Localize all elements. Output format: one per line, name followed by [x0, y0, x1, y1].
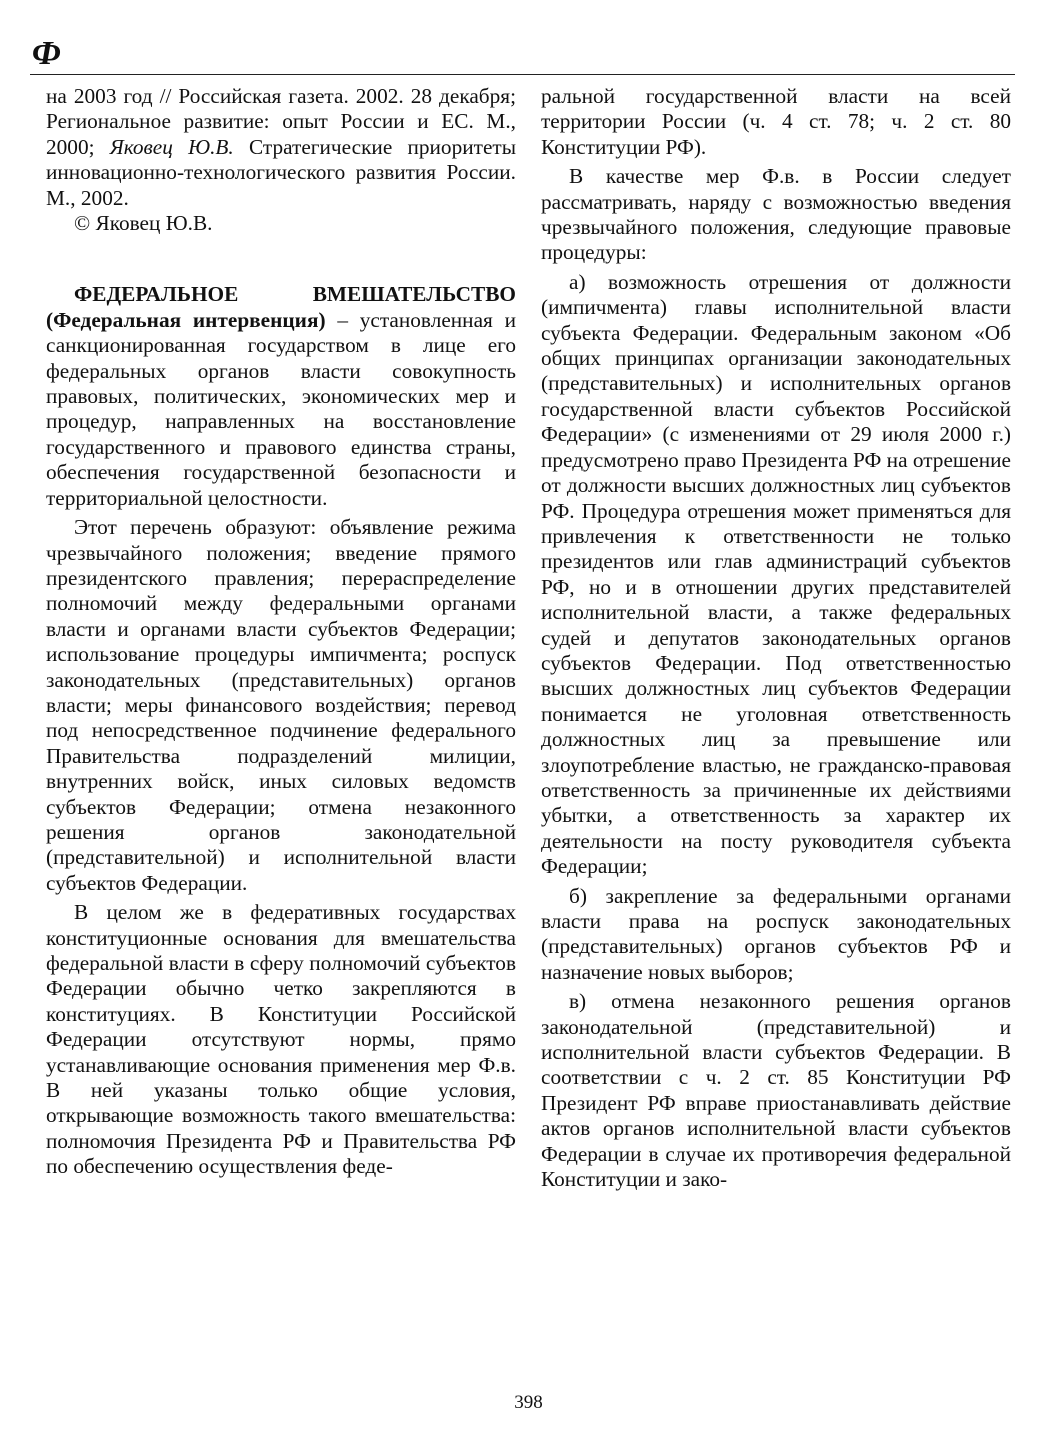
entry-paragraph: [46, 282, 516, 511]
right-paragraph-3: а) возможность отрешения от должности (импичмента) главы исполнительной власти субъекта Федерации. Федеральным законом «Об общих принципах организации законодательных (представительных) и исполнительных органов государственной власти субъектов Российской Федерации» (с изменениями от 29 июля 2000 г.) предусмотрено право Президента РФ на отрешение от должности высших должностных лиц субъектов РФ. Процедура отрешения может применяться для привлечения к ответственности не только президентов или глав администраций субъектов РФ, но и в отношении других представителей исполнительной власти, а также федеральных судей и депутатов законодательных органов субъектов Федерации. Под ответственностью высших должностных лиц субъектов Федерации понимается не уголовная ответственность должностных лиц за превышение или злоупотребление властью, не гражданско-правовая ответственность за причиненные их действиями убытки, а ответственность за характер их деятельности на посту руководителя субъекта Федерации;: [541, 269, 1011, 879]
page-number: 398: [514, 1392, 543, 1413]
body-paragraph-2: Этот перечень образуют: объявление режима чрезвычайного положения; введение прямого президентского правления; перераспределение полномочий между федеральными органами власти и органами власти субъектов Федерации; использование процедуры импичмента; роспуск законодательных (представительных) органов власти; меры финансового воздействия; перевод под непосредственное подчинение федерального Правительства подразделений милиции, внутренних войск, иных силовых ведомств субъектов Федерации; отмена незаконного решения органов законодательной (представительной) и исполнительной власти субъектов Федерации.: [46, 515, 516, 895]
copyright-line: © Яковец Ю.В.: [74, 211, 213, 236]
reference-paragraph: [46, 84, 516, 211]
left-column: [46, 84, 516, 1180]
section-letter: Ф: [32, 35, 61, 72]
entry-definition: – установленная и санкционированная государством в лице его федеральных органов власти совокупность правовых, политических, экономических мер и процедур, направленных на восстановление государственного и правового единства страны, обеспечения государственной безопасности и территориальной целостности.: [46, 307, 516, 510]
right-paragraph-1: ральной государственной власти на всей территории России (ч. 4 ст. 78; ч. 2 ст. 80 Конституции РФ).: [541, 84, 1011, 159]
right-paragraph-4: б) закрепление за федеральными органами власти права на роспуск законодательных (представительных) органов субъектов РФ и назначение новых выборов;: [541, 883, 1011, 984]
body-paragraph-3: В целом же в федеративных государствах конституционные основания для вмешательства федеральной власти в сферу полномочий субъектов Федерации обычно четко закрепляются в конституциях. В Конституции Российской Федерации отсутствуют нормы, прямо устанавливающие основания применения мер Ф.в. В ней указаны только общие условия, открывающие возможность такого вмешательства: полномочия Президента РФ и Правительства РФ по обеспечению осуществления феде-: [46, 900, 516, 1179]
reference-author: Яковец Ю.В.: [109, 134, 234, 159]
right-paragraph-5: в) отмена незаконного решения органов законодательной (представительной) и исполнительной власти субъектов Федерации. В соответствии с ч. 2 ст. 85 Конституции РФ Президент РФ вправе приостанавливать действие актов органов исполнительной власти субъектов Федерации в случае их противоречия федеральной Конституции и зако-: [541, 989, 1011, 1192]
reference-text-1: на 2003 год // Российская газета. 2002. 28 декабря; Региональное развитие: опыт России и ЕС. М., 2000;: [46, 84, 516, 159]
reference-text-2: Стратегические приоритеты инновационно-технологического развития России. М., 2002.: [46, 134, 517, 210]
right-column: [541, 84, 1011, 1192]
entry-term: ФЕДЕРАЛЬНОЕ ВМЕШАТЕЛЬСТВО (Федеральная интервенция): [46, 282, 516, 332]
right-paragraph-2: В качестве мер Ф.в. в России следует рассматривать, наряду с возможностью введения чрезвычайного положения, следующие правовые процедуры:: [541, 164, 1011, 265]
running-header: [30, 34, 1015, 75]
